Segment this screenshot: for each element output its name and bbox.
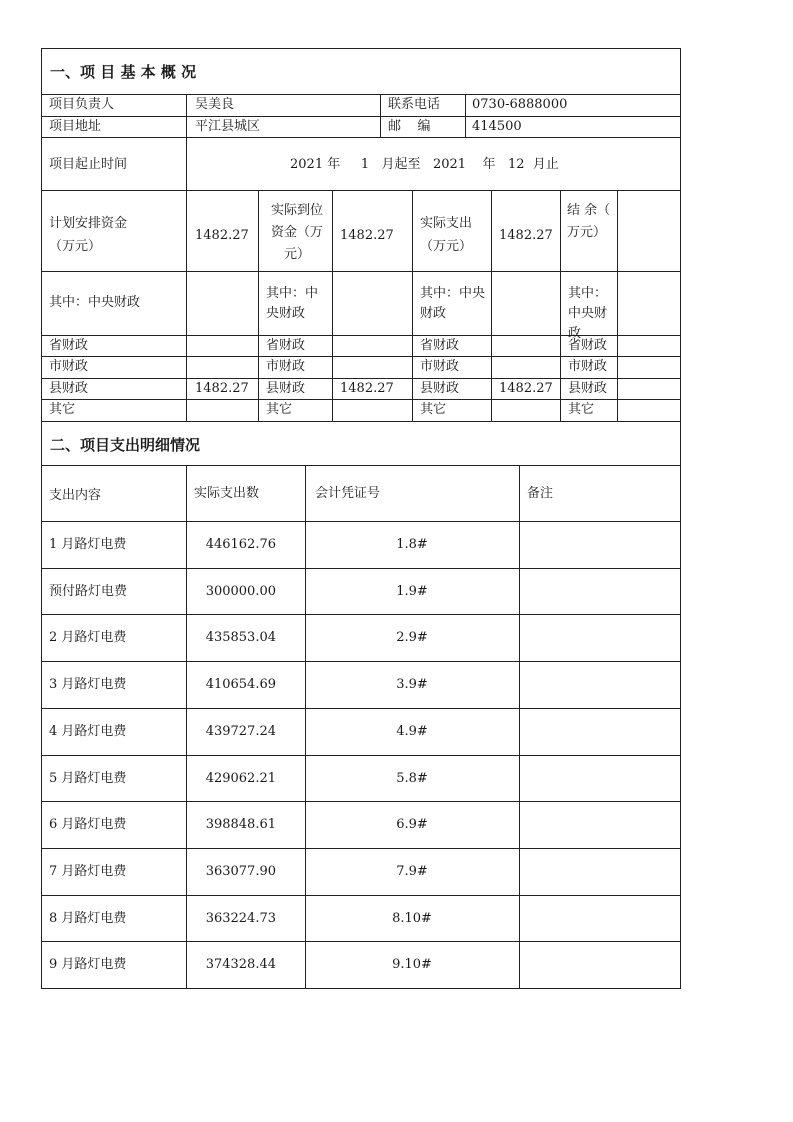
source-label: 市财政 <box>266 359 306 374</box>
planned-funds-label: 计划安排资金（万元） <box>49 216 128 254</box>
manager-value: 吴美良 <box>195 97 235 112</box>
source-label: 县财政 <box>266 381 306 396</box>
source-label: 省财政 <box>420 338 460 353</box>
source-value-received: 1482.27 <box>340 381 394 396</box>
expense-voucher: 1.8# <box>396 537 428 552</box>
expense-amount: 435853.04 <box>205 630 276 645</box>
expense-content: 预付路灯电费 <box>49 584 128 599</box>
source-label: 其它 <box>420 402 447 417</box>
expense-amount: 410654.69 <box>205 677 276 692</box>
balance-label: 结 余（ 万元） <box>567 203 611 240</box>
expense-content: 6 月路灯电费 <box>49 817 127 832</box>
rule <box>41 356 681 357</box>
rule <box>465 94 466 137</box>
source-value-planned: 1482.27 <box>195 381 249 396</box>
rule <box>258 190 259 421</box>
received-funds-label: 实际到位资金（万元） <box>270 203 323 262</box>
rule <box>491 190 492 421</box>
expense-voucher: 2.9# <box>396 630 428 645</box>
rule <box>41 421 681 422</box>
source-label: 县财政 <box>568 381 608 396</box>
postcode-label: 邮 编 <box>388 119 431 134</box>
outer-border-top <box>41 48 681 49</box>
period-value: 2021 年 1 月起至 2021 年 12 月止 <box>290 157 559 172</box>
rule <box>41 271 681 272</box>
period-label: 项目起止时间 <box>49 157 128 172</box>
rule <box>41 568 681 569</box>
rule <box>41 190 681 191</box>
rule <box>41 801 681 802</box>
expense-voucher: 1.9# <box>396 584 428 599</box>
rule <box>412 190 413 421</box>
rule <box>41 941 681 942</box>
source-label: 县财政 <box>49 381 89 396</box>
rule <box>380 94 381 137</box>
received-funds-value: 1482.27 <box>340 228 394 243</box>
expense-amount: 439727.24 <box>205 724 276 739</box>
expense-voucher: 4.9# <box>396 724 428 739</box>
rule <box>41 661 681 662</box>
source-label: 市财政 <box>420 359 460 374</box>
source-label: 省财政 <box>266 338 306 353</box>
spent-funds-value: 1482.27 <box>499 228 553 243</box>
source-label: 县财政 <box>420 381 460 396</box>
expense-content: 4 月路灯电费 <box>49 724 127 739</box>
expense-content: 2 月路灯电费 <box>49 630 127 645</box>
source-label: 其中：中央财政 <box>420 286 486 321</box>
phone-value: 0730-6888000 <box>472 97 568 112</box>
expense-content: 9 月路灯电费 <box>49 957 127 972</box>
expense-amount: 363224.73 <box>205 911 276 926</box>
rule <box>41 137 681 138</box>
source-label: 其中：中央财政 <box>49 295 141 310</box>
phone-label: 联系电话 <box>388 97 441 112</box>
section2-title: 二、项目支出明细情况 <box>50 436 201 454</box>
expense-amount: 398848.61 <box>205 817 276 832</box>
source-label: 市财政 <box>568 359 608 374</box>
source-label: 省财政 <box>568 338 608 353</box>
expense-content: 5 月路灯电费 <box>49 771 127 786</box>
rule <box>41 94 681 95</box>
source-label: 省财政 <box>49 338 89 353</box>
rule <box>41 848 681 849</box>
expense-amount: 374328.44 <box>205 957 276 972</box>
expense-amount: 429062.21 <box>205 771 276 786</box>
source-label: 其中：中央财政 <box>266 286 319 321</box>
expense-voucher: 7.9# <box>396 864 428 879</box>
address-value: 平江县城区 <box>195 119 261 134</box>
expense-amount: 446162.76 <box>205 537 276 552</box>
rule <box>41 895 681 896</box>
rule <box>41 521 681 522</box>
header-amount: 实际支出数 <box>194 486 260 501</box>
expense-voucher: 9.10# <box>392 957 432 972</box>
header-note: 备注 <box>527 486 554 501</box>
rule <box>186 94 187 421</box>
source-label: 其中：中央财政 <box>568 286 608 341</box>
postcode-value: 414500 <box>472 119 522 134</box>
expense-voucher: 3.9# <box>396 677 428 692</box>
rule <box>41 465 681 466</box>
rule <box>41 755 681 756</box>
header-voucher: 会计凭证号 <box>315 486 381 501</box>
header-content: 支出内容 <box>49 488 102 503</box>
source-label: 其它 <box>266 402 293 417</box>
expense-amount: 363077.90 <box>205 864 276 879</box>
expense-voucher: 5.8# <box>396 771 428 786</box>
source-value-spent: 1482.27 <box>499 381 553 396</box>
rule <box>560 190 561 421</box>
source-label: 其它 <box>568 402 595 417</box>
rule <box>617 190 618 421</box>
section1-title: 一、项 目 基 本 概 况 <box>50 63 197 81</box>
expense-content: 3 月路灯电费 <box>49 677 127 692</box>
source-label: 其它 <box>49 402 76 417</box>
manager-label: 项目负责人 <box>49 97 115 112</box>
expense-voucher: 6.9# <box>396 817 428 832</box>
rule <box>41 614 681 615</box>
address-label: 项目地址 <box>49 119 102 134</box>
rule <box>41 399 681 400</box>
expense-voucher: 8.10# <box>392 911 432 926</box>
rule <box>41 708 681 709</box>
expense-content: 8 月路灯电费 <box>49 911 127 926</box>
source-label: 市财政 <box>49 359 89 374</box>
spent-funds-label: 实际支出（万元） <box>420 216 473 254</box>
expense-content: 1 月路灯电费 <box>49 537 127 552</box>
rule <box>41 116 681 117</box>
expense-amount: 300000.00 <box>205 584 276 599</box>
rule <box>41 378 681 379</box>
rule <box>332 190 333 421</box>
expense-content: 7 月路灯电费 <box>49 864 127 879</box>
planned-funds-value: 1482.27 <box>195 228 249 243</box>
outer-border-bottom <box>41 988 681 989</box>
rule <box>519 465 520 988</box>
